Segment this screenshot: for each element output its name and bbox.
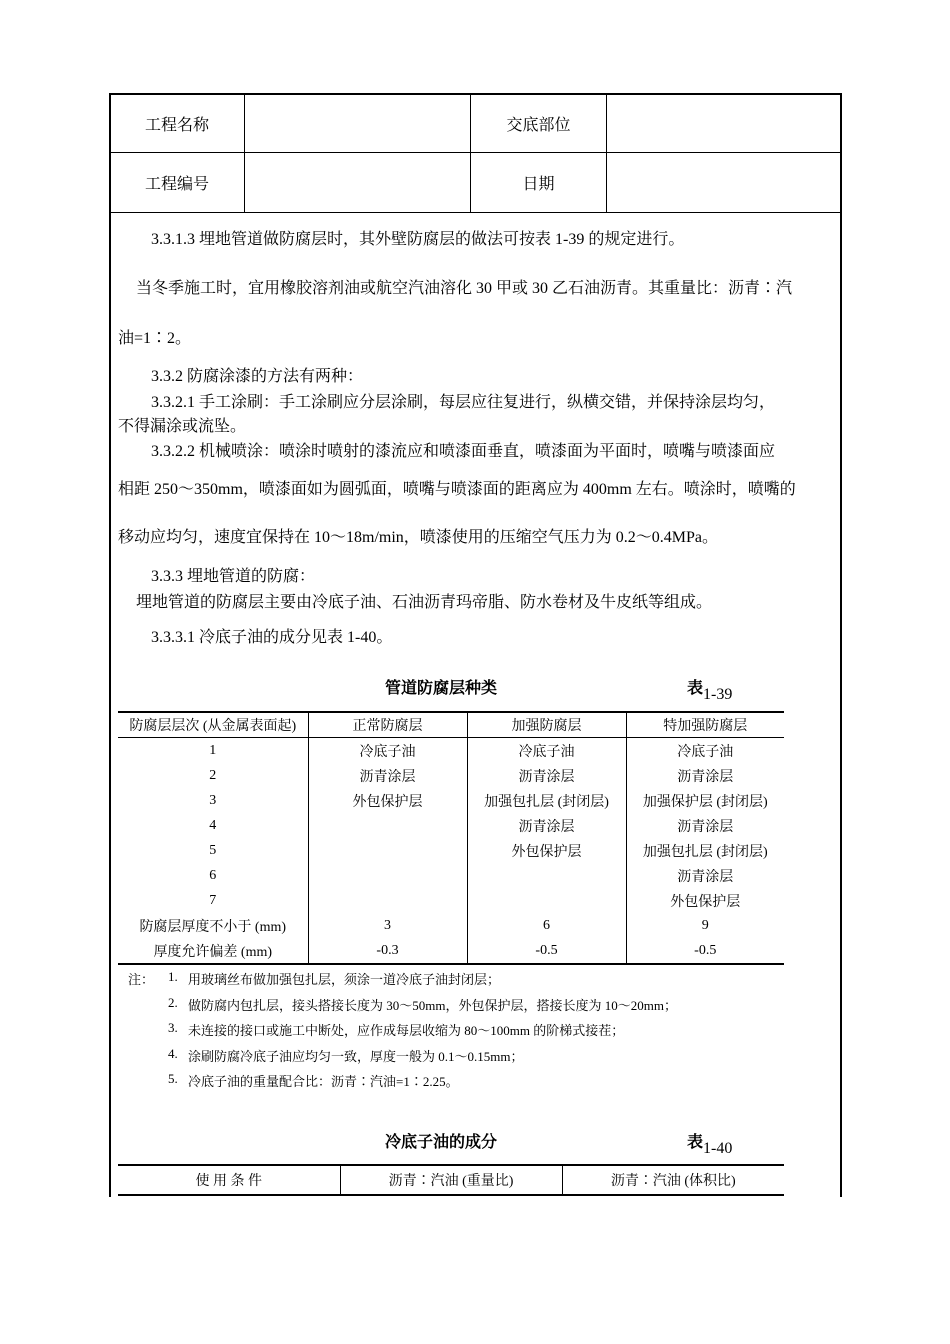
- note-item: [128, 969, 677, 995]
- table-cell: -0.3: [308, 938, 467, 964]
- table-header-cell: 防腐层层次 (从金属表面起): [118, 712, 308, 738]
- table-cell: 冷底子油: [626, 738, 784, 764]
- note-text: 做防腐内包扎层，接头搭接长度为 30～50mm，外包保护层，搭接长度为 10～20mm；: [188, 997, 677, 1013]
- table-cell: -0.5: [467, 938, 626, 964]
- table-cell: 5: [209, 842, 217, 858]
- table-1-40-number: [687, 1129, 733, 1157]
- project-name-label: 工程名称: [144, 117, 209, 134]
- table-cell: 冷底子油: [308, 738, 467, 764]
- table-1-39-notes: [128, 969, 677, 1097]
- table-cell: 6: [209, 867, 217, 883]
- table-cell: 加强保护层 (封闭层): [626, 788, 784, 813]
- table-header-row: [118, 712, 784, 738]
- paragraph-winter-line2: 油=1∶2。: [118, 330, 192, 347]
- note-item: [128, 1020, 677, 1046]
- date-label: 日期: [522, 176, 555, 193]
- table-cell: 外包保护层: [308, 788, 467, 813]
- note-text: 未连接的接口或施工中断处，应作成每层收缩为 80～100mm 的阶梯式接茬；: [188, 1023, 625, 1038]
- table-cell: [467, 888, 626, 913]
- table-header-row: [118, 1165, 784, 1195]
- table-cell: 沥青涂层: [626, 813, 784, 838]
- table-row: [118, 788, 784, 813]
- table-1-40-title: 冷底子油的成分: [385, 1132, 498, 1151]
- note-number: 2.: [168, 994, 178, 1010]
- table-cell: 外包保护层: [467, 838, 626, 863]
- table-cell: 防腐层厚度不小于 (mm): [139, 919, 287, 935]
- project-no-value[interactable]: [245, 153, 470, 212]
- table-1-39: [118, 711, 784, 965]
- table-cell: 1: [209, 742, 217, 758]
- paragraph-3-3-3-1: 3.3.3.1 冷底子油的成分见表 1-40。: [151, 629, 393, 646]
- project-no-label: 工程编号: [144, 176, 209, 193]
- paragraph-3-3-1-3: 3.3.1.3 埋地管道做防腐层时，其外壁防腐层的做法可按表 1-39 的规定进行。: [151, 231, 685, 248]
- notes-label: 注：: [128, 972, 155, 987]
- note-text: 涂刷防腐冷底子油应均匀一致，厚度一般为 0.1～0.15mm；: [188, 1048, 524, 1064]
- table-header-cell: 使 用 条 件: [118, 1165, 340, 1195]
- table-row: [118, 913, 784, 938]
- table-cell: 加强包扎层 (封闭层): [626, 838, 784, 863]
- table-cell: [308, 838, 467, 863]
- location-label: 交底部位: [506, 117, 571, 134]
- table-cell: 沥青涂层: [467, 813, 626, 838]
- table-cell: [308, 813, 467, 838]
- table-cell: 9: [626, 913, 784, 938]
- header-bottom: [109, 212, 842, 213]
- note-item: [128, 995, 677, 1021]
- table-1-40-no: 1-40: [703, 1140, 733, 1157]
- table-header-cell: 加强防腐层: [467, 712, 626, 738]
- paragraph-3-3-2-2-line3: 移动应均匀，速度宜保持在 10～18m/min，喷漆使用的压缩空气压力为 0.2～0.4MPa。: [118, 529, 719, 546]
- table-cell: 7: [209, 892, 217, 908]
- note-number: 5.: [168, 1071, 178, 1086]
- table-cell: 沥青涂层: [626, 763, 784, 788]
- table-row: [118, 863, 784, 888]
- table-cell: 2: [209, 767, 217, 783]
- table-row: [118, 813, 784, 838]
- table-1-39-title: 管道防腐层种类: [385, 678, 498, 697]
- table-row: [118, 838, 784, 863]
- note-item: [128, 1046, 677, 1072]
- table-header-cell: 正常防腐层: [308, 712, 467, 738]
- table-cell: -0.5: [626, 938, 784, 964]
- table-row: [118, 763, 784, 788]
- table-row: [118, 938, 784, 964]
- table-cell: 冷底子油: [467, 738, 626, 764]
- note-number: 4.: [168, 1045, 178, 1061]
- paragraph-buried-pipe: 埋地管道的防腐层主要由冷底子油、石油沥青玛帝脂、防水卷材及牛皮纸等组成。: [136, 594, 713, 611]
- table-cell: 3: [209, 792, 217, 808]
- table-cell: 加强包扎层 (封闭层): [467, 788, 626, 813]
- paragraph-3-3-2-1-line1: 3.3.2.1 手工涂刷：手工涂刷应分层涂刷，每层应往复进行，纵横交错，并保持涂层均匀，: [151, 394, 776, 411]
- note-text: 用玻璃丝布做加强包扎层，须涂一道冷底子油封闭层；: [188, 972, 501, 987]
- table-1-39-number: [687, 675, 733, 703]
- table-1-39-prefix: 表: [687, 678, 704, 697]
- table-cell: [308, 888, 467, 913]
- paragraph-winter-line1: 当冬季施工时，宜用橡胶溶剂油或航空汽油溶化 30 甲或 30 乙石油沥青。其重量比：沥青∶汽: [136, 280, 793, 297]
- date-value[interactable]: [607, 153, 840, 212]
- table-cell: 沥青涂层: [467, 763, 626, 788]
- table-cell: 外包保护层: [626, 888, 784, 913]
- table-1-39-no: 1-39: [703, 686, 733, 703]
- table-cell: 3: [308, 913, 467, 938]
- table-1-40: [118, 1164, 784, 1196]
- note-text: 冷底子油的重量配合比：沥青∶汽油=1∶2.25。: [188, 1074, 459, 1089]
- table-1-40-prefix: 表: [687, 1132, 704, 1151]
- paragraph-3-3-2-2-line1: 3.3.2.2 机械喷涂：喷涂时喷射的漆流应和喷漆面垂直，喷漆面为平面时，喷嘴与喷漆面应: [151, 443, 776, 460]
- table-cell: [308, 863, 467, 888]
- table-header-cell: 沥青∶汽油 (重量比): [340, 1165, 562, 1195]
- table-cell: 沥青涂层: [626, 863, 784, 888]
- table-cell: 4: [209, 817, 217, 833]
- paragraph-3-3-3: 3.3.3 埋地管道的防腐：: [151, 568, 316, 585]
- table-row: [118, 738, 784, 764]
- paragraph-3-3-2: 3.3.2 防腐涂漆的方法有两种：: [151, 368, 364, 385]
- table-cell: 6: [467, 913, 626, 938]
- note-number: 1.: [168, 969, 178, 984]
- table-cell: 厚度允许偏差 (mm): [118, 938, 308, 964]
- table-cell: [467, 863, 626, 888]
- note-number: 3.: [168, 1020, 178, 1035]
- paragraph-3-3-2-1-line2: 不得漏涂或流坠。: [118, 418, 247, 435]
- table-row: [118, 888, 784, 913]
- location-value[interactable]: [607, 95, 840, 152]
- table-header-cell: 特加强防腐层: [626, 712, 784, 738]
- paragraph-3-3-2-2-line2: 相距 250～350mm，喷漆面如为圆弧面，喷嘴与喷漆面的距离应为 400mm 左右。喷涂时，喷嘴的: [118, 481, 796, 498]
- project-name-value[interactable]: [245, 95, 470, 152]
- table-cell: 沥青涂层: [308, 763, 467, 788]
- table-header-cell: 沥青∶汽油 (体积比): [562, 1165, 784, 1195]
- note-item: [128, 1071, 677, 1097]
